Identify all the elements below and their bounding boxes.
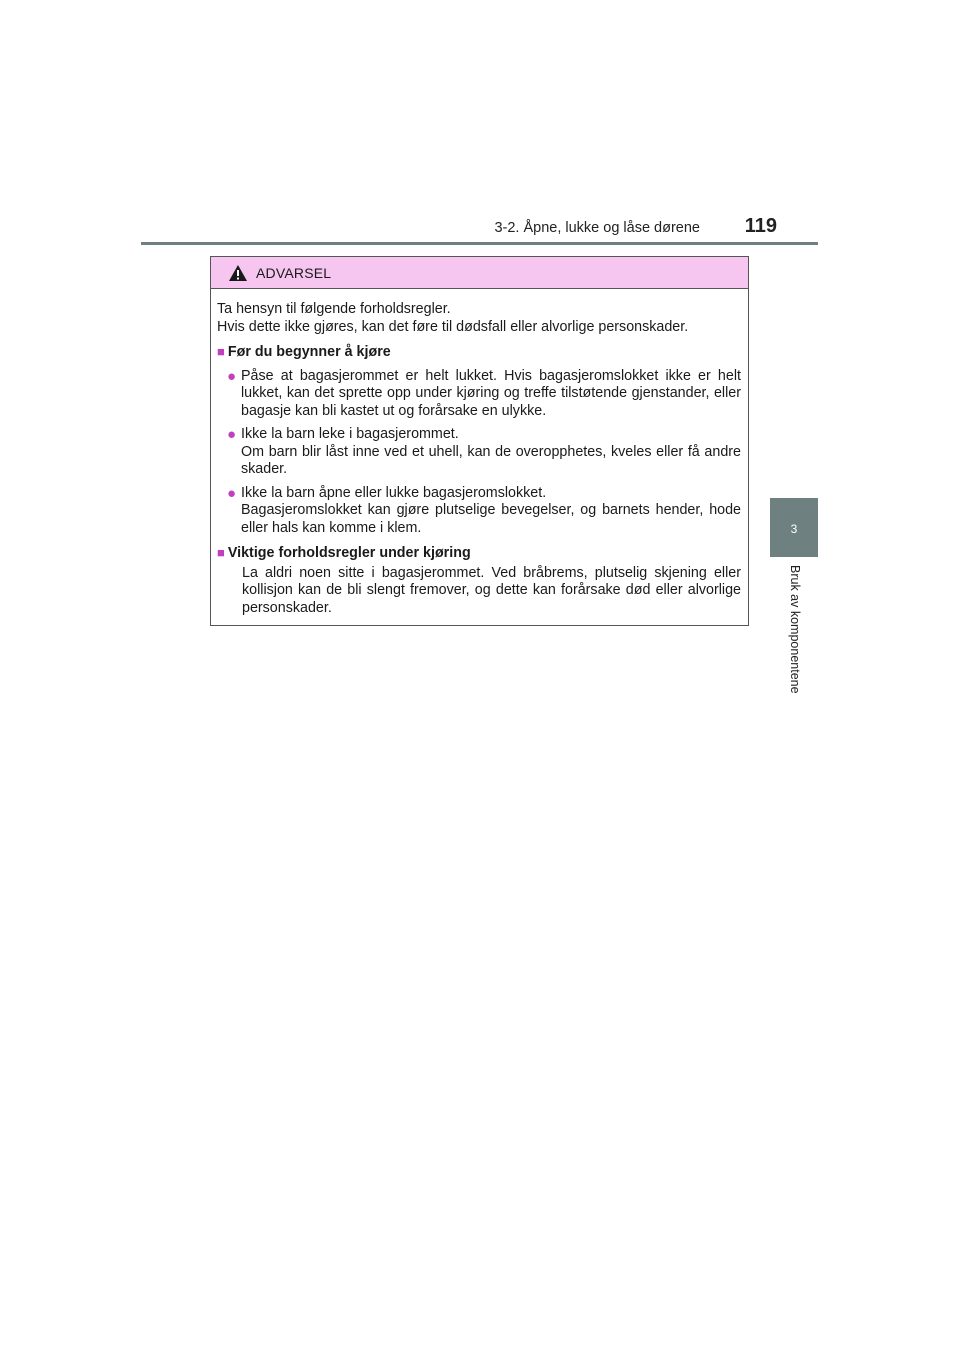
warning-body xyxy=(211,289,748,617)
warning-header xyxy=(211,257,748,289)
chapter-tab xyxy=(770,498,818,557)
list-item-text: Bagasjeromslokket kan gjøre plutselige bevegelser, og barnets hender, hode eller hals kan komme i klem. xyxy=(241,502,741,536)
warning-box xyxy=(210,256,749,626)
header-rule xyxy=(141,242,818,245)
list-item-text: Ikke la barn leke i bagasjerommet. xyxy=(241,426,459,442)
section-text: La aldri noen sitte i bagasjerommet. Ved bråbrems, plutselig skjening eller kollisjon kan de bli slengt fremover, og dette kan forårsake død eller alvorlige personskader. xyxy=(242,564,741,616)
chapter-number: 3 xyxy=(790,522,798,536)
warning-triangle-icon xyxy=(228,264,248,282)
list-item xyxy=(217,368,741,421)
warning-intro xyxy=(217,301,741,336)
list-item-text: Om barn blir låst inne ved et uhell, kan de overopphetes, kveles eller få andre skader. xyxy=(241,443,741,477)
list-item-text: Ikke la barn åpne eller lukke bagasjeromslokket. xyxy=(241,484,547,501)
section-heading-text: Før du begynner å kjøre xyxy=(227,344,391,360)
intro-line: Ta hensyn til følgende forholdsregler. xyxy=(217,301,451,317)
chapter-label: Bruk av komponentene xyxy=(788,565,802,694)
intro-line: Hvis dette ikke gjøres, kan det føre til dødsfall eller alvorlige personskader. xyxy=(217,318,689,335)
circle-bullet-icon: ● xyxy=(227,484,237,502)
warning-title: ADVARSEL xyxy=(256,264,332,281)
circle-bullet-icon: ● xyxy=(227,367,237,385)
square-bullet-icon: ■ xyxy=(217,344,225,359)
section-heading xyxy=(217,544,741,563)
section-heading xyxy=(217,343,741,362)
list-item xyxy=(217,485,741,538)
section-title: 3-2. Åpne, lukke og låse dørene xyxy=(494,220,700,236)
section-heading-text: Viktige forholdsregler under kjøring xyxy=(227,545,471,561)
square-bullet-icon: ■ xyxy=(217,545,225,560)
circle-bullet-icon: ● xyxy=(227,426,237,443)
page-number: 119 xyxy=(744,215,777,237)
list-item-text: Påse at bagasjerommet er helt lukket. Hvis bagasjeromslokket ikke er helt lukket, kan det sprette opp under kjøring og treffe tilstøtende gjenstander, eller bagasje kan bli kastet ut og forårsake en ulykke. xyxy=(241,367,741,419)
list-item xyxy=(217,426,741,479)
